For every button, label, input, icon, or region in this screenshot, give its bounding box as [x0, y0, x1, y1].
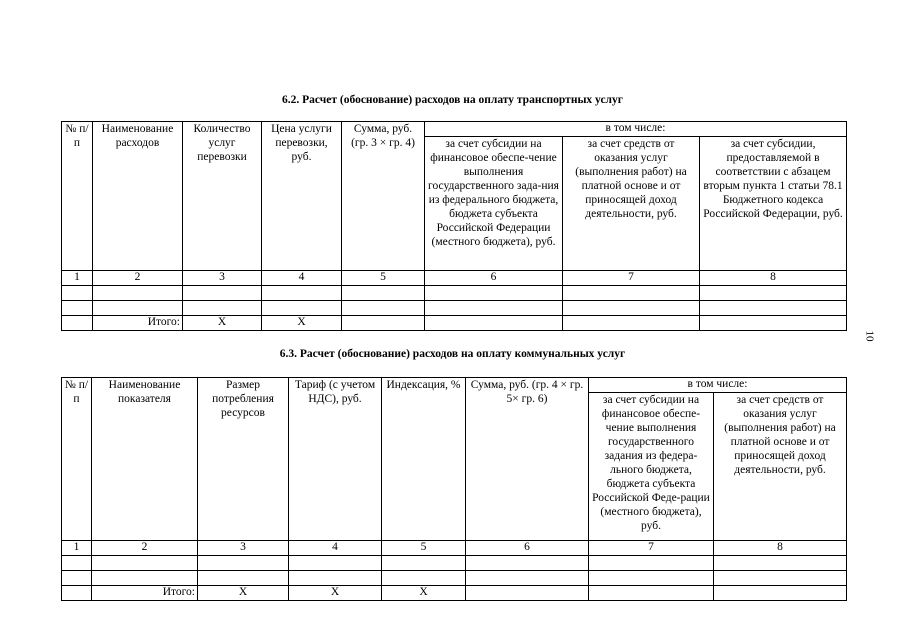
- section-6-2-title: 6.2. Расчет (обоснование) расходов на оплату транспортных услуг: [282, 94, 623, 106]
- total-tariff-x: X: [289, 586, 382, 601]
- total-row: [62, 586, 847, 601]
- colnum-5: 5: [342, 271, 425, 286]
- colnum-2: 2: [92, 541, 198, 556]
- header-sum: Сумма, руб. (гр. 3 × гр. 4): [342, 122, 425, 271]
- total-quantity-x: X: [183, 316, 262, 331]
- total-consumption-x: X: [198, 586, 289, 601]
- utility-costs-table: [61, 377, 847, 601]
- header-name: Наименование расходов: [93, 122, 183, 271]
- header-quantity: Количество услуг перевозки: [183, 122, 262, 271]
- header-price: Цена услуги перевозки, руб.: [262, 122, 342, 271]
- total-row: [62, 316, 847, 331]
- header-tariff: Тариф (с учетом НДС), руб.: [289, 378, 382, 541]
- header-consumption: Размер потребления ресурсов: [198, 378, 289, 541]
- header-indicator-name: Наименование показателя: [92, 378, 198, 541]
- header-no: № п/п: [62, 122, 93, 271]
- colnum-2: 2: [93, 271, 183, 286]
- header-subsidy-state-task: за счет субсидии на финансовое обеспе-чение выполнения государственного зада-ния из федерального бюджета, бюджета субъекта Российской Федерации (местного бюджета), руб.: [425, 137, 563, 271]
- transport-costs-table: [61, 121, 847, 331]
- colnum-8: 8: [700, 271, 847, 286]
- header-paid-services: за счет средств от оказания услуг (выполнения работ) на платной основе и от приносящей доход деятельности, руб.: [563, 137, 700, 271]
- table-row: [62, 556, 847, 571]
- total-price-x: X: [262, 316, 342, 331]
- table-row: [62, 286, 847, 301]
- total-label: Итого:: [93, 316, 183, 331]
- header-including: в том числе:: [589, 378, 847, 393]
- colnum-8: 8: [714, 541, 847, 556]
- colnum-6: 6: [425, 271, 563, 286]
- header-paid-services: за счет средств от оказания услуг (выполнения работ) на платной основе и от приносящей доход деятельности, руб.: [714, 393, 847, 541]
- total-indexation-x: X: [382, 586, 466, 601]
- header-sum: Сумма, руб. (гр. 4 × гр. 5× гр. 6): [466, 378, 589, 541]
- colnum-7: 7: [563, 271, 700, 286]
- header-including: в том числе:: [425, 122, 847, 137]
- colnum-7: 7: [589, 541, 714, 556]
- colnum-1: 1: [62, 271, 93, 286]
- colnum-6: 6: [466, 541, 589, 556]
- header-indexation: Индексация, %: [382, 378, 466, 541]
- colnum-4: 4: [289, 541, 382, 556]
- colnum-1: 1: [62, 541, 92, 556]
- colnum-3: 3: [183, 271, 262, 286]
- page-number: 10: [863, 330, 876, 342]
- colnum-3: 3: [198, 541, 289, 556]
- total-label: Итого:: [92, 586, 198, 601]
- colnum-5: 5: [382, 541, 466, 556]
- table-row: [62, 571, 847, 586]
- section-6-3-title: 6.3. Расчет (обоснование) расходов на оплату коммунальных услуг: [279, 348, 626, 360]
- header-subsidy-state-task: за счет субсидии на финансовое обеспе-чение выполнения государственного задания из федера-льного бюджета, бюджета субъекта Российской Феде-рации (местного бюджета), руб.: [589, 393, 714, 541]
- header-no: № п/п: [62, 378, 92, 541]
- header-subsidy-78-1: за счет субсидии, предоставляемой в соответствии с абзацем вторым пункта 1 статьи 78.1 Бюджетного кодекса Российской Федерации, руб.: [700, 137, 847, 271]
- colnum-4: 4: [262, 271, 342, 286]
- table-row: [62, 301, 847, 316]
